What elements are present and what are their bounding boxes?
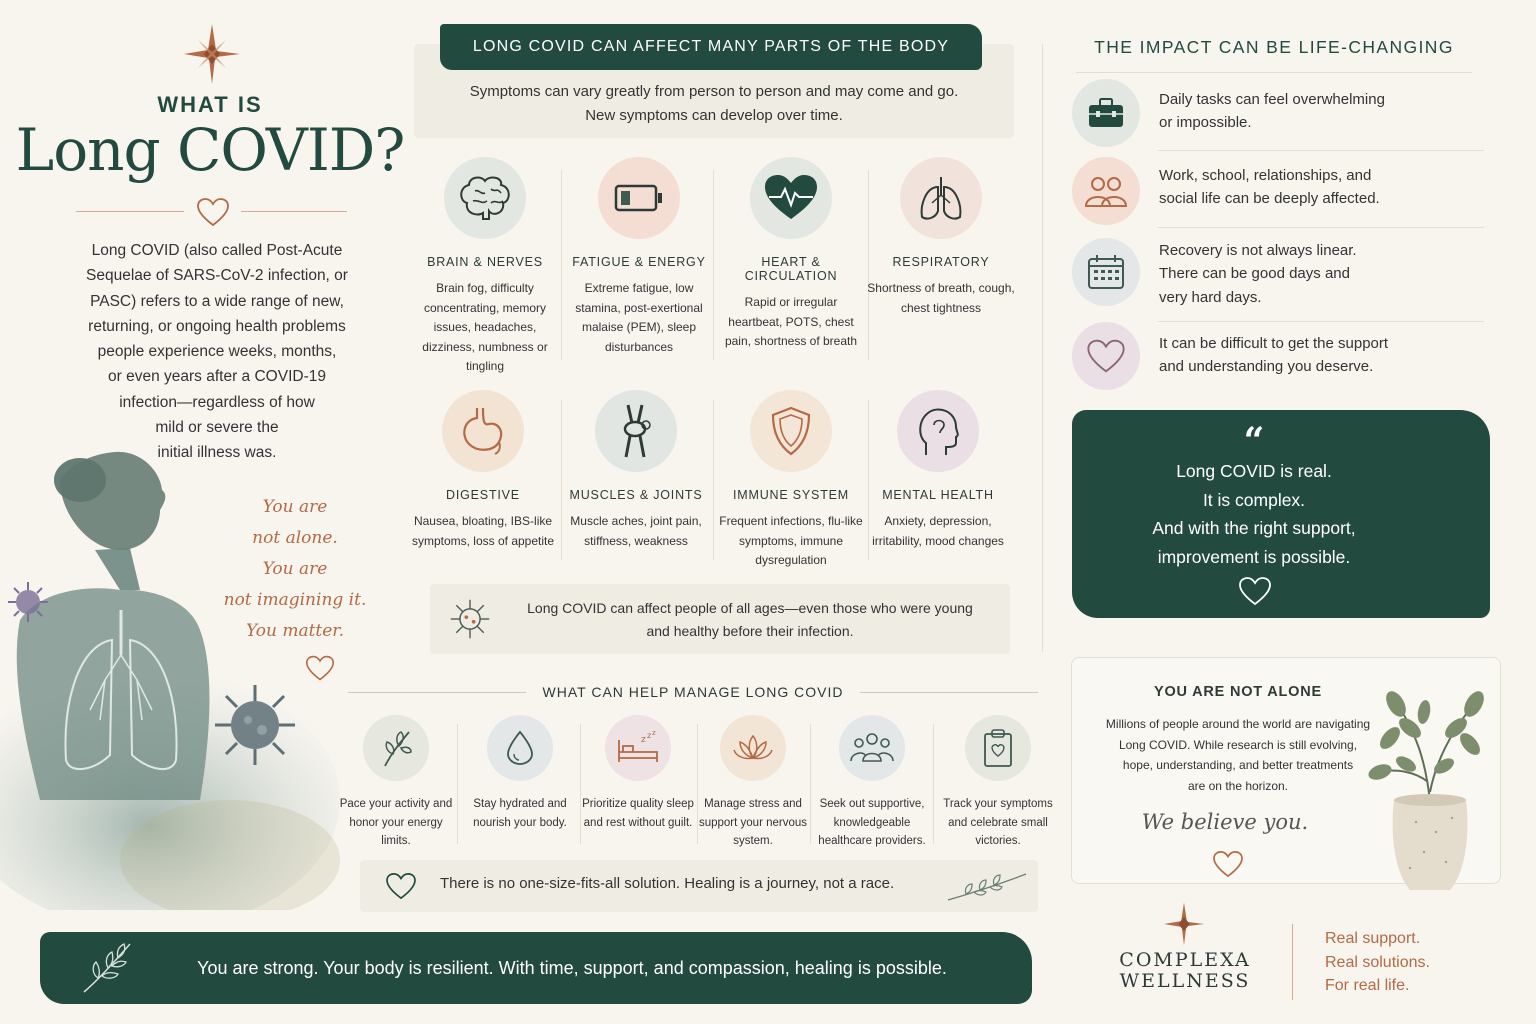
help-stress bbox=[694, 715, 812, 851]
battery-icon bbox=[598, 157, 680, 239]
script-line: not alone. bbox=[252, 528, 338, 548]
impact-line: Recovery is not always linear. bbox=[1159, 242, 1357, 259]
body-parts-banner: LONG COVID CAN AFFECT MANY PARTS OF THE BODY bbox=[440, 24, 982, 70]
brand-line: COMPLEXA bbox=[1119, 949, 1251, 971]
symptom-fatigue bbox=[564, 157, 714, 357]
symptom-muscles bbox=[561, 390, 711, 551]
intro-line: Long COVID (also called Post-Acute bbox=[91, 242, 343, 259]
stomach-icon bbox=[442, 390, 524, 472]
we-believe-you: We believe you. bbox=[1141, 810, 1309, 834]
tagline-line: Real support. bbox=[1325, 930, 1421, 947]
symptom-desc: Anxiety, depression, irritability, mood changes bbox=[872, 514, 1004, 548]
brand-separator bbox=[1292, 924, 1293, 1000]
bottom-banner bbox=[40, 932, 1032, 1004]
branch-icon bbox=[946, 870, 1028, 904]
impact-text bbox=[1159, 332, 1479, 379]
quote-line: And with the right support, bbox=[1152, 518, 1356, 538]
symptom-name: BRAIN & NERVES bbox=[427, 255, 543, 269]
symptom-name: MENTAL HEALTH bbox=[882, 488, 994, 502]
alone-line: are on the horizon. bbox=[1187, 778, 1289, 793]
impact-line: social life can be deeply affected. bbox=[1159, 190, 1380, 208]
help-providers bbox=[813, 715, 931, 851]
lungs-icon bbox=[900, 157, 982, 239]
brand-logo-text bbox=[1110, 950, 1260, 992]
heart-outline-icon bbox=[1212, 850, 1244, 878]
column-separator bbox=[1042, 44, 1043, 652]
heart-icon bbox=[1072, 322, 1140, 390]
svg-text:z: z bbox=[647, 731, 652, 740]
subtitle-text bbox=[414, 80, 1014, 128]
heart-outline-icon bbox=[1238, 576, 1272, 606]
impact-line: Work, school, relationships, and bbox=[1159, 167, 1372, 184]
brand-line: WELLNESS bbox=[1119, 970, 1251, 992]
symptom-desc: Brain fog, difficulty concentrating, memory issues, headaches, dizziness, numbness or tingling bbox=[422, 281, 548, 373]
impact-text bbox=[1159, 164, 1479, 211]
impact-text bbox=[1159, 88, 1479, 135]
impact-line: It can be difficult to get the support bbox=[1159, 335, 1389, 352]
impact-item-work bbox=[1072, 157, 1484, 227]
heart-outline-icon bbox=[305, 654, 335, 682]
svg-text:z: z bbox=[652, 730, 656, 737]
symptom-name: FATIGUE & ENERGY bbox=[572, 255, 706, 269]
column-separator bbox=[561, 170, 562, 360]
divider bbox=[1158, 150, 1484, 151]
virus-icon bbox=[446, 597, 494, 641]
impact-line: or impossible. bbox=[1159, 114, 1252, 132]
quote-line: It is complex. bbox=[1202, 489, 1306, 510]
script-line: not imagining it. bbox=[223, 590, 367, 610]
briefcase-icon bbox=[1072, 79, 1140, 147]
page-title: Long COVID? bbox=[15, 116, 405, 184]
symptom-name: DIGESTIVE bbox=[446, 488, 520, 502]
help-divider-right bbox=[860, 692, 1038, 693]
head-icon bbox=[897, 390, 979, 472]
symptom-brain bbox=[410, 157, 560, 377]
joint-icon bbox=[595, 390, 677, 472]
symptom-name: HEART & CIRCULATION bbox=[744, 255, 838, 283]
heart-outline-icon bbox=[196, 197, 230, 227]
column-separator bbox=[457, 724, 458, 844]
symptom-mental bbox=[863, 390, 1013, 551]
impact-item-support bbox=[1072, 322, 1484, 392]
virus-icon-large bbox=[210, 680, 300, 770]
quote-mark: “ bbox=[1243, 420, 1265, 462]
help-desc: Prioritize quality sleep and rest without guilt. bbox=[582, 798, 694, 829]
alone-line: Millions of people around the world are navigating bbox=[1105, 717, 1371, 731]
symptom-desc: Muscle aches, joint pain, stiffness, weakness bbox=[570, 514, 702, 548]
help-sleep bbox=[579, 715, 697, 832]
brand-tagline bbox=[1325, 927, 1430, 998]
alone-line: hope, understanding, and better treatments bbox=[1122, 758, 1354, 772]
brain-icon bbox=[444, 157, 526, 239]
symptom-desc: Shortness of breath, cough, chest tightness bbox=[867, 281, 1015, 315]
compass-star-icon bbox=[1164, 902, 1204, 946]
help-desc: Pace your activity and honor your energy limits. bbox=[339, 798, 453, 847]
divider-right bbox=[241, 211, 347, 212]
help-track bbox=[939, 715, 1057, 851]
help-desc: Seek out supportive, knowledgeable healthcare providers. bbox=[818, 798, 926, 847]
column-separator bbox=[713, 400, 714, 560]
quote-line: improvement is possible. bbox=[1157, 546, 1351, 567]
symptom-respiratory bbox=[866, 157, 1016, 318]
tagline-line: For real life. bbox=[1325, 977, 1410, 994]
symptom-desc: Frequent infections, flu-like symptoms, immune dysregulation bbox=[719, 514, 863, 567]
tagline-line: Real solutions. bbox=[1325, 953, 1430, 971]
lotus-icon bbox=[720, 715, 786, 781]
ages-line: Long COVID can affect people of all ages—even those who were young bbox=[527, 600, 973, 616]
svg-text:z: z bbox=[641, 735, 646, 745]
column-separator bbox=[933, 724, 934, 844]
impact-text bbox=[1159, 239, 1479, 309]
heart-pulse-icon bbox=[750, 157, 832, 239]
intro-line: mild or severe the bbox=[155, 419, 279, 437]
alone-line: Long COVID. While research is still evolving, bbox=[1118, 737, 1358, 752]
quote-text bbox=[1072, 457, 1436, 571]
intro-line: infection—regardless of how bbox=[119, 393, 315, 411]
symptom-heart bbox=[716, 157, 866, 352]
journey-text: There is no one-size-fits-all solution. Healing is a journey, not a race. bbox=[440, 875, 895, 892]
impact-title: THE IMPACT CAN BE LIFE-CHANGING bbox=[1094, 37, 1454, 57]
divider bbox=[1076, 72, 1472, 73]
intro-line: people experience weeks, months, bbox=[97, 343, 337, 361]
heading-small: WHAT IS bbox=[157, 92, 263, 117]
script-line: You are bbox=[262, 497, 328, 517]
bed-icon bbox=[605, 715, 671, 781]
clipboard-icon bbox=[965, 715, 1031, 781]
heart-outline-icon bbox=[385, 872, 417, 900]
help-desc: Manage stress and support your nervous system. bbox=[698, 798, 808, 847]
help-pace bbox=[337, 715, 455, 851]
intro-line: Sequelae of SARS-CoV-2 infection, or bbox=[86, 267, 348, 285]
help-hydrate bbox=[461, 715, 579, 832]
impact-line: Daily tasks can feel overwhelming bbox=[1159, 91, 1385, 108]
ages-line: and healthy before their infection. bbox=[646, 623, 854, 639]
bottom-banner-text: You are strong. Your body is resilient. With time, support, and compassion, healing is possible. bbox=[197, 958, 947, 978]
leaf-icon bbox=[363, 715, 429, 781]
people-icon bbox=[1072, 157, 1140, 225]
impact-line: There can be good days and bbox=[1159, 265, 1350, 283]
quote-line: Long COVID is real. bbox=[1176, 461, 1332, 481]
calendar-icon bbox=[1072, 238, 1140, 306]
divider-left bbox=[76, 211, 184, 212]
intro-paragraph bbox=[72, 238, 362, 466]
symptom-name: RESPIRATORY bbox=[892, 255, 990, 269]
symptom-digestive bbox=[408, 390, 558, 551]
subtitle-line: New symptoms can develop over time. bbox=[585, 107, 843, 124]
impact-item-recovery bbox=[1072, 238, 1484, 308]
symptom-name: MUSCLES & JOINTS bbox=[569, 488, 703, 502]
subtitle-line: Symptoms can vary greatly from person to person and may come and go. bbox=[469, 83, 959, 100]
impact-line: and understanding you deserve. bbox=[1159, 358, 1374, 376]
divider bbox=[1158, 227, 1484, 228]
help-desc: Track your symptoms and celebrate small victories. bbox=[943, 798, 1053, 847]
impact-line: very hard days. bbox=[1159, 288, 1262, 306]
symptom-immune bbox=[716, 390, 866, 571]
symptom-desc: Nausea, bloating, IBS-like symptoms, loss of appetite bbox=[411, 514, 555, 548]
symptom-name: IMMUNE SYSTEM bbox=[733, 488, 849, 502]
virus-icon-small bbox=[4, 578, 52, 626]
help-section-title: WHAT CAN HELP MANAGE LONG COVID bbox=[542, 684, 844, 700]
water-drop-icon bbox=[487, 715, 553, 781]
symptom-desc: Rapid or irregular heartbeat, POTS, chest pain, shortness of breath bbox=[724, 295, 858, 348]
script-line: You are bbox=[262, 559, 328, 579]
leaf-sprig-icon bbox=[78, 938, 138, 998]
symptom-desc: Extreme fatigue, low stamina, post-exertional malaise (PEM), sleep disturbances bbox=[575, 281, 703, 354]
people-group-icon bbox=[839, 715, 905, 781]
potted-plant-illustration bbox=[1366, 682, 1496, 894]
impact-item-daily-tasks bbox=[1072, 79, 1484, 149]
compass-star-icon bbox=[184, 24, 240, 84]
not-alone-text bbox=[1090, 714, 1386, 796]
not-alone-title: YOU ARE NOT ALONE bbox=[1153, 684, 1322, 700]
encouragement-script bbox=[205, 492, 385, 647]
intro-line: or even years after a COVID-19 bbox=[108, 368, 326, 386]
help-desc: Stay hydrated and nourish your body. bbox=[473, 798, 567, 829]
ages-text bbox=[500, 597, 1000, 643]
intro-line: returning, or ongoing health problems bbox=[88, 317, 346, 335]
intro-line: PASC) refers to a wide range of new, bbox=[90, 292, 344, 310]
shield-icon bbox=[750, 390, 832, 472]
script-line: You matter. bbox=[246, 621, 344, 641]
intro-line: initial illness was. bbox=[157, 444, 277, 462]
